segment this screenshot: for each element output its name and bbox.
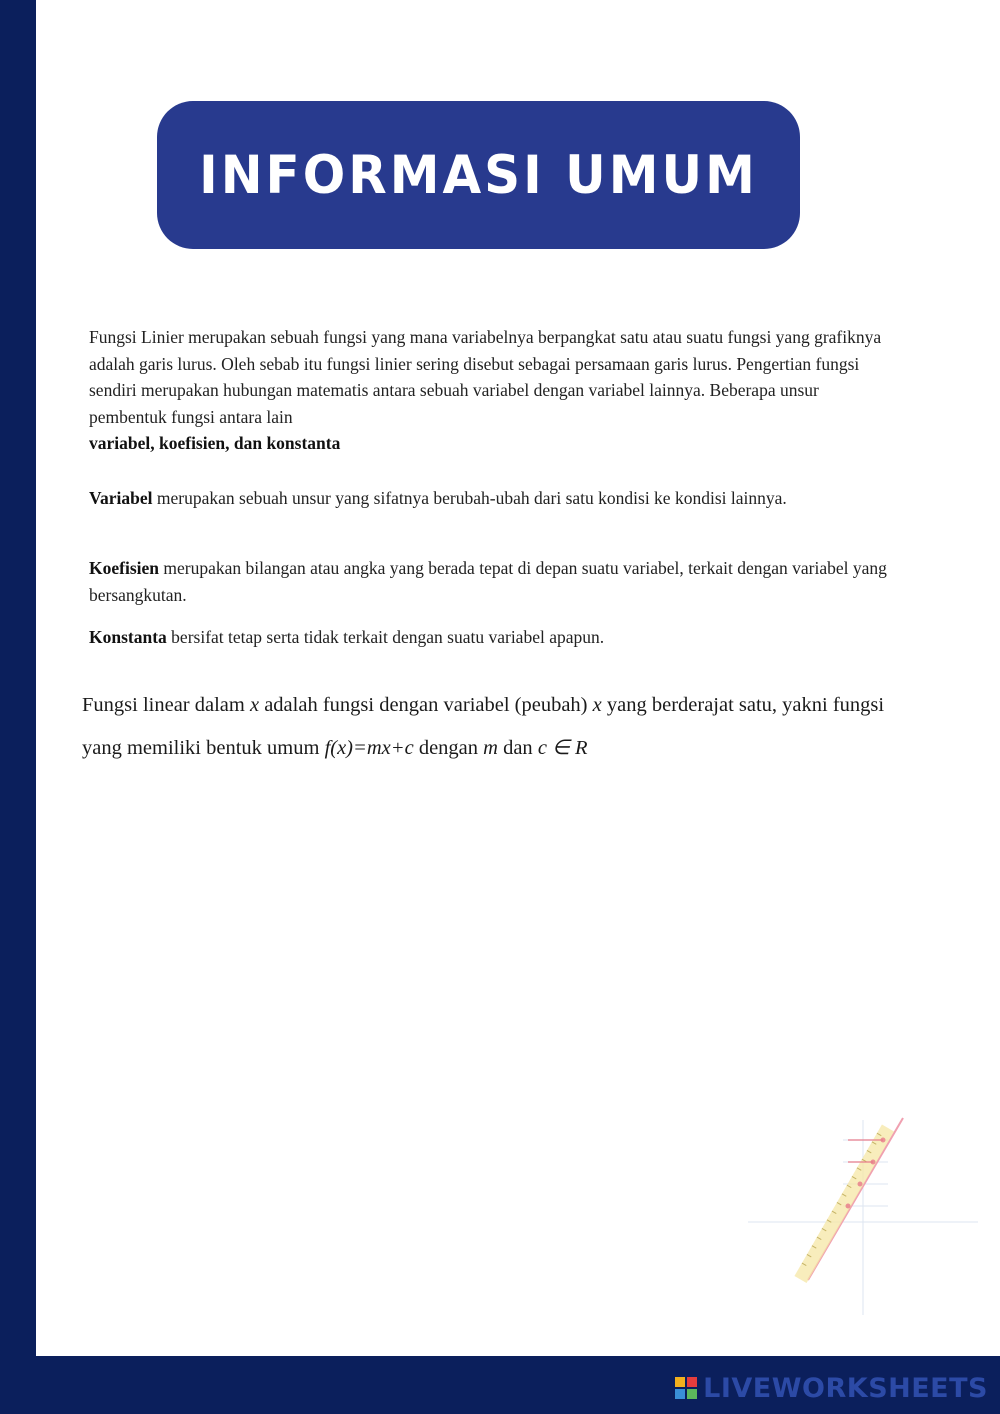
linear-set-c-in-R: c ∈ R — [537, 737, 588, 759]
koefisien-definition — [89, 555, 899, 608]
liveworksheets-brand[interactable] — [675, 1372, 988, 1404]
intro-text: Fungsi Linier merupakan sebuah fungsi yang mana variabelnya berpangkat satu atau suatu fungsi yang grafiknya adalah garis lurus. Oleh sebab itu fungsi linier sering disebut sebagai persamaan garis lurus. Pengertian fungsi sendiri merupakan hubungan matematis antara sebuah variabel dengan variabel lainnya. Beberapa unsur pembentuk fungsi antara lain — [89, 327, 882, 427]
linear-text-d: dengan — [413, 737, 484, 759]
variabel-description: merupakan sebuah unsur yang sifatnya berubah-ubah dari satu kondisi ke kondisi lainnya. — [152, 488, 787, 508]
intro-bold-terms: variabel, koefisien, dan konstanta — [89, 433, 341, 453]
page-title: INFORMASI UMUM — [199, 144, 758, 206]
variabel-definition — [89, 485, 899, 512]
linear-text-c: yang berderajat satu, yakni fungsi yang memiliki bentuk umum — [82, 694, 885, 759]
koefisien-description: merupakan bilangan atau angka yang berada tepat di depan suatu variabel, terkait dengan variabel yang bersangkutan. — [89, 558, 887, 605]
title-banner — [157, 101, 800, 249]
linear-var-x1: x — [249, 694, 260, 716]
konstanta-term: Konstanta — [89, 627, 167, 647]
brand-name: LIVEWORKSHEETS — [703, 1372, 988, 1404]
linear-text-a: Fungsi linear dalam — [82, 694, 250, 716]
linear-function-definition — [82, 684, 902, 770]
liveworksheets-logo-icon — [675, 1377, 697, 1399]
konstanta-definition — [89, 624, 899, 651]
linear-var-x2: x — [592, 694, 602, 716]
variabel-term: Variabel — [89, 488, 153, 508]
linear-var-m: m — [483, 737, 498, 759]
konstanta-description: bersifat tetap serta tidak terkait dengan suatu variabel apapun. — [166, 627, 605, 647]
koefisien-term: Koefisien — [89, 558, 159, 578]
ruler-graph-icon — [748, 1110, 1000, 1320]
worksheet-page — [36, 0, 1000, 1356]
linear-text-e: dan — [497, 737, 538, 759]
linear-text-b: adalah fungsi dengan variabel (peubah) — [259, 694, 593, 716]
linear-formula: f(x)=mx+c — [324, 737, 414, 759]
intro-paragraph — [89, 324, 889, 457]
